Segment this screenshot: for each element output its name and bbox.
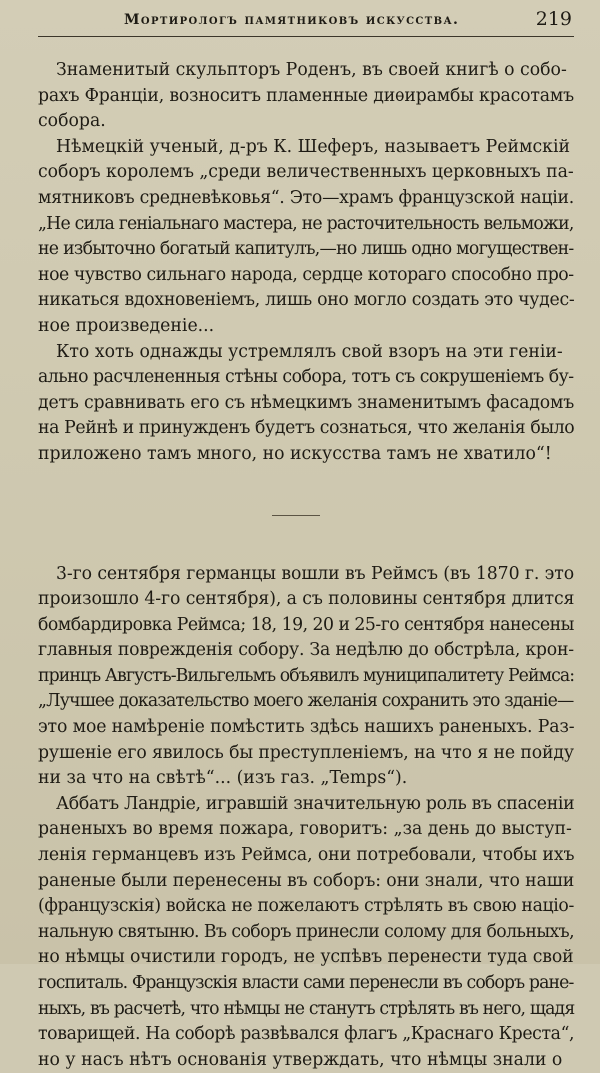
text-line: соборъ королемъ „среди величественныхъ церковныхъ па- xyxy=(38,160,574,186)
text-line: ное чувство сильнаго народа, сердце котораго способно про- xyxy=(38,263,574,289)
text-line: ленія германцевъ изъ Реймса, они потребовали, чтобы ихъ xyxy=(38,843,574,869)
text-line: (французскія) войска не пожелаютъ стрѣлять въ свою націо- xyxy=(38,894,574,920)
text-line: никаться вдохновеніемъ, лишь оно могло создать это чудес- xyxy=(38,288,574,314)
section-separator-rule xyxy=(272,515,320,516)
text-line: рушеніе его явилось бы преступленіемъ, на что я не пойду xyxy=(38,741,574,767)
text-line: госпиталь. Французскія власти сами перенесли въ соборъ ране- xyxy=(38,971,574,997)
text-line: бомбардировка Реймса; 18, 19, 20 и 25-го сентября нанесены xyxy=(38,613,574,639)
text-line: но нѣмцы очистили городъ, не успѣвъ перенести туда свой xyxy=(38,945,574,971)
page-header xyxy=(38,8,574,37)
text-line: нальную святыню. Въ соборъ принесли солому для больныхъ, xyxy=(38,920,574,946)
text-line: Аббатъ Ландріе, игравшій значительную роль въ спасеніи xyxy=(38,792,574,818)
text-line: Нѣмецкій ученый, д-ръ К. Шеферъ, называетъ Реймскій xyxy=(38,135,574,161)
text-line: Знаменитый скульпторъ Роденъ, въ своей книгѣ о собо- xyxy=(38,58,574,84)
text-line: но у насъ нѣтъ основанія утверждать, что нѣмцы знали о xyxy=(38,1048,574,1073)
section-first xyxy=(38,58,574,468)
text-line: главныя поврежденія собору. За недѣлю до обстрѣла, крон- xyxy=(38,638,574,664)
section-second xyxy=(38,562,574,1073)
text-line: принцъ Августъ-Вильгельмъ объявилъ муниципалитету Реймса: xyxy=(38,664,574,690)
text-line: мятниковъ средневѣковья“. Это—храмъ французской націи. xyxy=(38,186,574,212)
text-line: приложено тамъ много, но искусства тамъ не хватило“! xyxy=(38,442,574,468)
text-line: 3-го сентября германцы вошли въ Реймсъ (въ 1870 г. это xyxy=(38,562,574,588)
text-line: на Рейнѣ и принужденъ будетъ сознаться, что желанія было xyxy=(38,416,574,442)
paragraph-schafer xyxy=(38,135,574,340)
text-line: Кто хоть однажды устремлялъ свой взоръ на эти геніи- xyxy=(38,340,574,366)
text-line: собора. xyxy=(38,109,574,135)
text-line: „Не сила геніальнаго мастера, не расточительность вельможи, xyxy=(38,212,574,238)
paragraph-facade xyxy=(38,340,574,468)
paragraph-abbe-landrieux xyxy=(38,792,574,1073)
page-number: 219 xyxy=(536,8,572,30)
text-line: рахъ Франціи, возноситъ пламенные диѳирамбы красотамъ xyxy=(38,84,574,110)
text-line: не избыточно богатый капитулъ,—но лишь одно могуществен- xyxy=(38,237,574,263)
text-line: ни за что на свѣтѣ“... (изъ газ. „Temps“). xyxy=(38,766,574,792)
text-line: товарищей. На соборѣ развѣвался флагъ „Краснаго Креста“, xyxy=(38,1022,574,1048)
text-line: раненые были перенесены въ соборъ: они знали, что наши xyxy=(38,869,574,895)
text-line: ально расчлененныя стѣны собора, тотъ съ сокрушеніемъ бу- xyxy=(38,365,574,391)
text-line: ное произведеніе... xyxy=(38,314,574,340)
text-line: раненыхъ во время пожара, говоритъ: „за день до выступ- xyxy=(38,817,574,843)
text-line: произошло 4-го сентября), а съ половины сентября длится xyxy=(38,587,574,613)
text-line: ныхъ, въ расчетѣ, что нѣмцы не станутъ стрѣлять въ него, щадя xyxy=(38,997,574,1023)
paragraph-bombardment xyxy=(38,562,574,792)
paragraph-rodin xyxy=(38,58,574,135)
text-line: „Лучшее доказательство моего желанія сохранить это зданіе— xyxy=(38,689,574,715)
text-line: детъ сравнивать его съ нѣмецкимъ знаменитымъ фасадомъ xyxy=(38,391,574,417)
text-line: это мое намѣреніе помѣстить здѣсь нашихъ раненыхъ. Раз- xyxy=(38,715,574,741)
running-head: Мортирологъ памятниковъ искусства. xyxy=(124,12,459,28)
